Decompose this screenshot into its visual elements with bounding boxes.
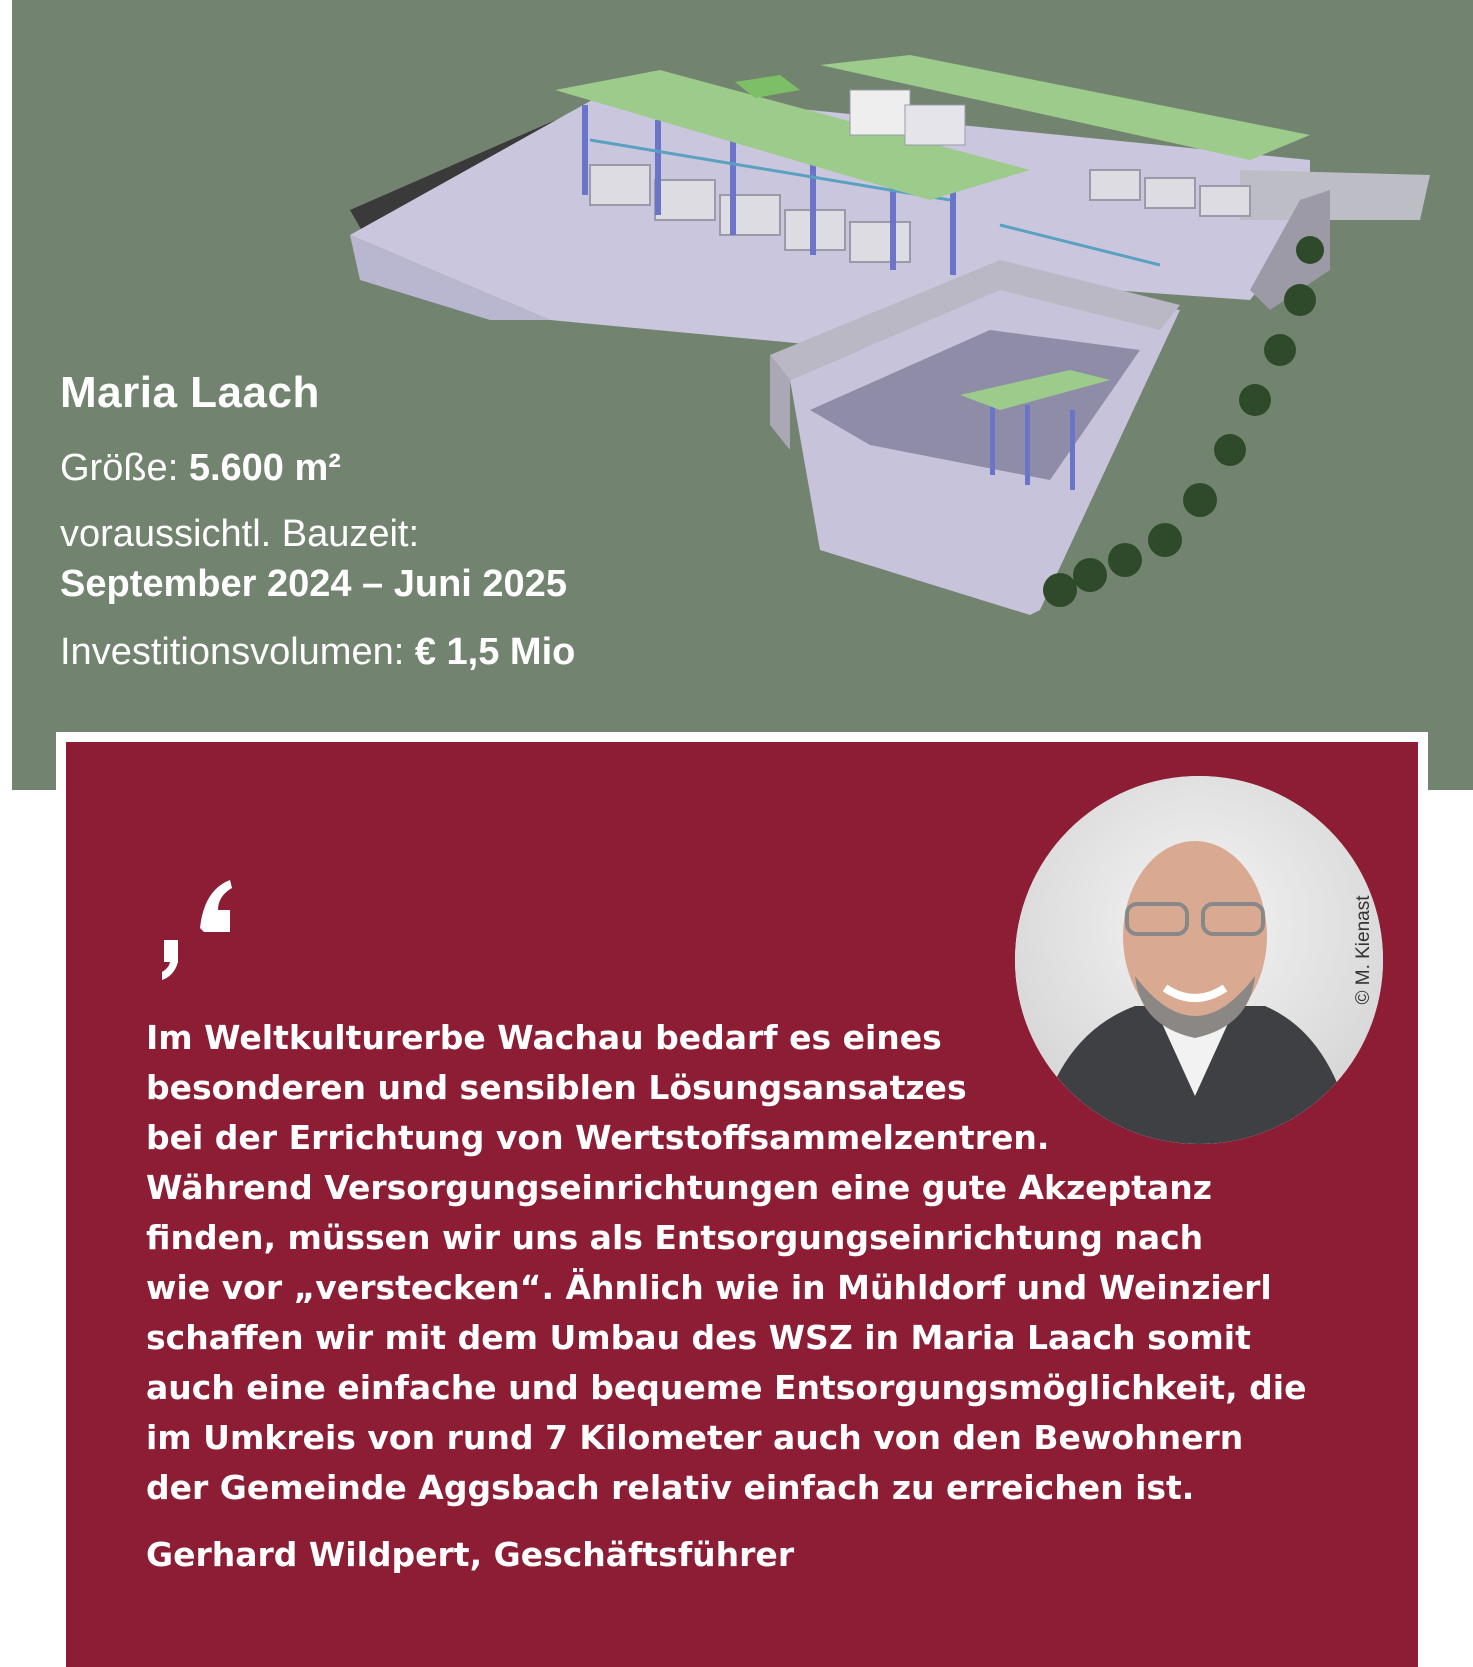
quote-line: im Umkreis von rund 7 Kilometer auch von den Bewohnern [146,1418,1244,1457]
quote-author: Gerhard Wildpert, Geschäftsführer [146,1535,795,1574]
investment-row [60,628,575,676]
investment-label: Investitionsvolumen: [60,631,405,673]
quote-line: schaffen wir mit dem Umbau des WSZ in Maria Laach somit [146,1318,1251,1357]
quote-line: finden, müssen wir uns als Entsorgungseinrichtung nach [146,1218,1204,1257]
buildtime-value: September 2024 – Juni 2025 [60,563,567,605]
quote-line: der Gemeinde Aggsbach relativ einfach zu erreichen ist. [146,1468,1195,1507]
project-facts [60,368,575,694]
quote-line: auch eine einfache und bequeme Entsorgungsmöglichkeit, die [146,1368,1307,1407]
size-value: 5.600 m² [188,447,341,489]
quote-line: Während Versorgungseinrichtungen eine gute Akzeptanz [146,1168,1212,1207]
quote-line: bei der Errichtung von Wertstoffsammelzentren. [146,1118,1050,1157]
project-title: Maria Laach [60,368,320,417]
quote-line: wie vor „verstecken“. Ähnlich wie in Mühldorf und Weinzierl [146,1268,1272,1307]
quote-line: besonderen und sensiblen Lösungsansatzes [146,1068,967,1107]
buildtime-label: voraussichtl. Bauzeit: [60,513,420,555]
quote-line: Im Weltkulturerbe Wachau bedarf es eines [146,1018,942,1057]
size-row [60,444,575,492]
quote-mark-icon [160,880,238,980]
photo-credit: © M. Kienast [1353,895,1374,1005]
size-label: Größe: [60,447,179,489]
quote-text [146,1013,1307,1513]
investment-value: € 1,5 Mio [414,631,576,673]
